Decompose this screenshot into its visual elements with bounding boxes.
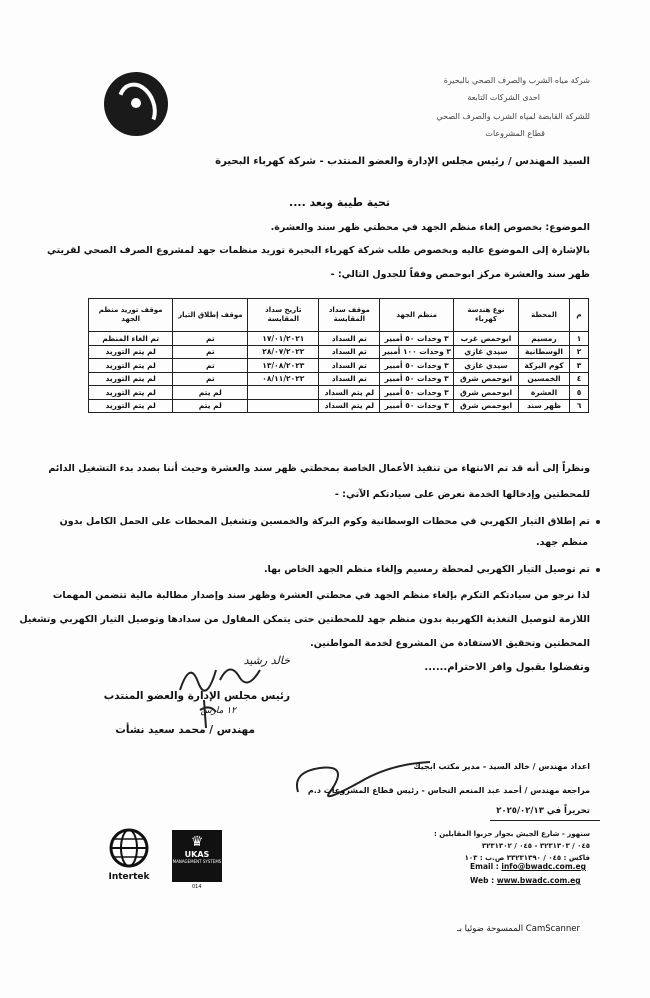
handwritten-name: خالد رشيد: [243, 654, 290, 667]
table-cell: لم يتم السداد: [319, 399, 380, 413]
subject-line: الموضوع: بخصوص إلغاء منظم الجهد في محطتي ظهر سند والعشرة.: [270, 222, 590, 233]
ukas-number: 014: [192, 884, 202, 890]
table-cell: ٠٨/١١/٢٠٢٢: [248, 372, 319, 386]
table-row: [89, 345, 589, 359]
header-line: شركة مياه الشرب والصرف الصحي بالبحيرة: [443, 76, 590, 85]
addressee: السيد المهندس / رئيس مجلس الإدارة والعضو المنتدب - شركة كهرباء البحيرة: [215, 156, 590, 167]
table-row: [89, 386, 589, 400]
reviewer-signature-icon: [290, 752, 440, 808]
table-cell: ٣ وحدات ٥٠ أمبير: [380, 399, 454, 413]
camscanner-watermark: الممسوحة ضوئيا بـ CamScanner: [457, 924, 580, 934]
table-cell: ابوحمص شرق: [454, 399, 519, 413]
table-row: [89, 399, 589, 413]
table-cell: ابوحمص شرق: [454, 386, 519, 400]
table-cell: الوسطانية: [519, 345, 570, 359]
table-cell: لم يتم التوريد: [89, 386, 173, 400]
header-line: قطاع المشروعات: [485, 129, 545, 138]
reviewed-by: مراجعة مهندس / أحمد عبد المنعم النحاس - رئيس قطاع المشروعات د.م: [307, 786, 590, 795]
web-line: [470, 876, 581, 885]
table-header-row: [89, 299, 589, 332]
body-line: اللازمة لتوصيل التغذية الكهربية بدون منظم جهد للمحطتين حتى يتمكن المقاول من سدادها وتوصيل التيار الكهربي وتشغيل: [19, 614, 590, 625]
table-cell: تم السداد: [319, 345, 380, 359]
column-header: تاريخ سداد المقايسة: [248, 299, 319, 332]
table-cell: ظهر سند: [519, 399, 570, 413]
table-cell: لم يتم التوريد: [89, 399, 173, 413]
phones-line: ٠٤٥ / ٣٢٣١٣٠٣ - ٠٤٥ / ٣٢٣١٣٠٢: [481, 842, 590, 850]
ukas-sub: MANAGEMENT SYSTEMS: [172, 859, 222, 864]
globe-icon: [100, 828, 158, 868]
table-cell: لم يتم التوريد: [89, 372, 173, 386]
table-cell: [248, 399, 319, 413]
ukas-logo: [172, 830, 222, 882]
greeting: تحية طيبة وبعد ....: [289, 196, 390, 209]
ukas-label: UKAS: [184, 850, 210, 859]
email-link[interactable]: info@bwadc.com.eg: [501, 862, 586, 871]
bullet-text: تم توصيل التيار الكهربي لمحطة رمسيم وإلغاء منظم الجهد الخاص بها.: [263, 564, 590, 575]
table-cell: كوم البركة: [519, 359, 570, 373]
table-cell: ابوحمص شرق: [454, 372, 519, 386]
table-cell: ٦: [570, 399, 589, 413]
column-header: موقف سداد المقايسة: [319, 299, 380, 332]
header-line: احدى الشركات التابعة: [467, 93, 540, 102]
table-cell: ٣ وحدات ٥٠ أمبير: [380, 386, 454, 400]
address-line: سنهور - شارع الجيش بجوار حزبوا المقابلين :: [433, 830, 590, 838]
column-header: م: [570, 299, 589, 332]
table-cell: تم السداد: [319, 359, 380, 373]
bullet-item: [264, 564, 600, 575]
table-row: [89, 372, 589, 386]
bullet-continuation: منظم جهد.: [536, 537, 588, 548]
bullet-icon: [596, 568, 600, 572]
fax-line: فاكس : ٠٤٥ / ٣٣٢٣١٣٩٠ ص.ب : ١٠٣: [464, 854, 590, 862]
company-logo-icon: [104, 72, 168, 136]
table-cell: ٣: [570, 359, 589, 373]
table-cell: ٤: [570, 372, 589, 386]
table-cell: لم يتم التوريد: [89, 345, 173, 359]
table-cell: العشرة: [519, 386, 570, 400]
table-cell: [248, 386, 319, 400]
column-header: المحطة: [519, 299, 570, 332]
handwritten-date: ١٢ مارس: [200, 706, 236, 716]
prepared-by: اعداد مهندس / خالد السيد - مدير مكتب ابجيك: [413, 762, 590, 771]
web-label: Web :: [470, 876, 495, 885]
table-cell: سيدي غازي: [454, 345, 519, 359]
email-line: [470, 862, 586, 871]
bullet-icon: [596, 520, 600, 524]
table-cell: سيدي غازي: [454, 359, 519, 373]
column-header: منظم الجهد: [380, 299, 454, 332]
issue-date: تحريراً في ٢٠٢٥/٠٢/١٣: [496, 806, 590, 816]
bullet-text: تم إطلاق التيار الكهربي في محطات الوسطانية وكوم البركة والخمسين وتشغيل المحطات على الحمل الكامل بدون: [59, 516, 590, 527]
table-cell: لم يتم التوريد: [89, 359, 173, 373]
table-cell: الخمسين: [519, 372, 570, 386]
table-cell: تم: [173, 345, 248, 359]
signature-title: رئيس مجلس الإدارة والعضو المنتدب: [103, 690, 290, 702]
table-cell: تم السداد: [319, 372, 380, 386]
table-cell: ٥: [570, 386, 589, 400]
signature-name: مهندس / محمد سعيد نشأت: [115, 724, 255, 736]
footer-divider: [490, 820, 600, 821]
bullet-item: [60, 516, 600, 527]
table-cell: ابوحمص غرب: [454, 332, 519, 346]
crown-icon: ♛: [190, 834, 204, 850]
table-cell: ١٣/٠٨/٢٠٢٣: [248, 359, 319, 373]
column-header: موقف توريد منظم الجهد: [89, 299, 173, 332]
table-cell: تم الغاء المنظم: [89, 332, 173, 346]
table-cell: ١: [570, 332, 589, 346]
email-label: Email :: [470, 862, 499, 871]
intertek-logo: [100, 828, 158, 882]
body-line: لذا نرجو من سيادتكم التكرم بإلغاء منظم الجهد في محطتي العشرة وظهر سند وإصدار مطالبة مالية تتضمن المهمات: [52, 590, 590, 601]
body-line: للمحطتين وإدخالها الخدمة نعرض على سيادتكم الآتي: -: [334, 489, 590, 500]
table-row: [89, 332, 589, 346]
closing-line: وتفضلوا بقبول وافر الاحترام......: [424, 662, 590, 673]
body-line: ونظراً إلى أنه قد تم الانتهاء من تنفيذ الأعمال الخاصة بمحطتي ظهر سند والعشرة وحيث أننا بصدد بدء التشغيل الدائم: [48, 463, 590, 474]
table-cell: تم السداد: [319, 332, 380, 346]
table-cell: لم يتم: [173, 399, 248, 413]
intro-line: بالإشارة إلى الموضوع عاليه وبخصوص طلب شركة كهرباء البحيرة توريد منظمات جهد لمشروع الصرف الصحي لقريتي: [47, 245, 590, 256]
table-cell: تم: [173, 372, 248, 386]
intro-line: ظهر سند والعشرة مركز ابوحمص وفقاً للجدول التالي: -: [330, 269, 590, 280]
table-cell: ٣ وحدات ٥٠ أمبير: [380, 372, 454, 386]
table-cell: ١٧/٠١/٢٠٢١: [248, 332, 319, 346]
header-line: للشركة القابضة لمياه الشرب والصرف الصحي: [436, 112, 590, 121]
column-header: نوع هندسة كهرباء: [454, 299, 519, 332]
table-cell: ٣ وحدات ٥٠ أمبير: [380, 332, 454, 346]
table-cell: رمسيم: [519, 332, 570, 346]
body-line: المحطتين وتحقيق الاستفادة من المشروع لخدمة المواطنين.: [310, 638, 590, 649]
stations-table: [88, 298, 589, 413]
table-cell: ٣ وحدات ٥٠ أمبير: [380, 359, 454, 373]
table-cell: لم يتم السداد: [319, 386, 380, 400]
table-cell: ٢: [570, 345, 589, 359]
column-header: موقف إطلاق التيار: [173, 299, 248, 332]
table-row: [89, 359, 589, 373]
intertek-label: Intertek: [108, 872, 150, 882]
table-cell: ٢٨/٠٧/٢٠٢٢: [248, 345, 319, 359]
web-link[interactable]: www.bwadc.com.eg: [496, 876, 581, 885]
table-cell: تم: [173, 332, 248, 346]
table-cell: لم يتم: [173, 386, 248, 400]
table-cell: تم: [173, 359, 248, 373]
table-cell: ٣ وحدات ١٠٠ أمبير: [380, 345, 454, 359]
